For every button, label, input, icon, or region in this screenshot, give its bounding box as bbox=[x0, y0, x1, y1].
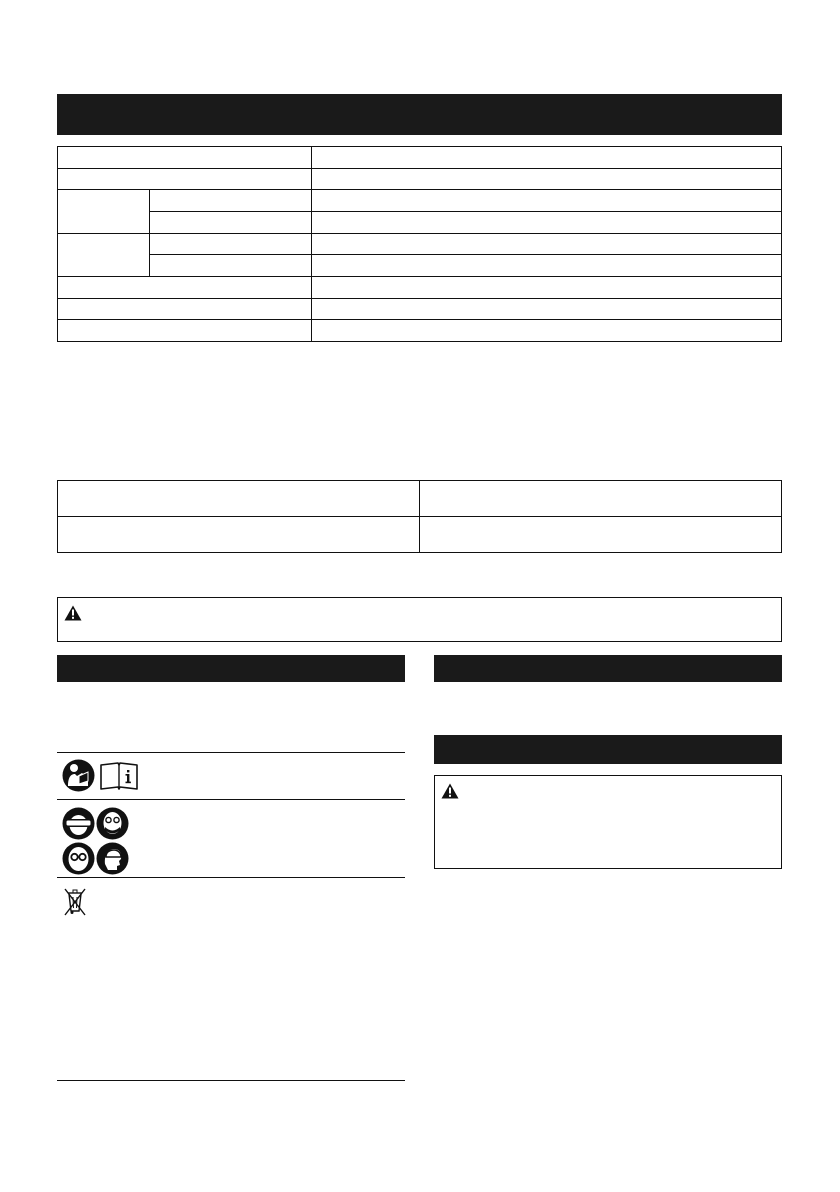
ear-protection-icon bbox=[62, 807, 95, 840]
eye-protection-icon bbox=[62, 842, 95, 875]
read-manual-icon bbox=[62, 759, 95, 792]
info-book-icon bbox=[100, 762, 138, 790]
right-section-header-bar bbox=[434, 655, 782, 682]
table-row bbox=[58, 481, 782, 517]
right-warning-box bbox=[434, 775, 782, 869]
table-row bbox=[58, 255, 782, 277]
table-row bbox=[58, 233, 782, 255]
warning-box bbox=[57, 597, 782, 642]
table-row bbox=[58, 298, 782, 320]
symbols-divider bbox=[57, 1080, 405, 1081]
right-subsection-header-bar bbox=[434, 735, 782, 764]
table-row bbox=[58, 190, 782, 212]
symbols-divider bbox=[57, 799, 405, 800]
head-protection-icon bbox=[96, 842, 129, 875]
secondary-table bbox=[57, 480, 782, 553]
table-row bbox=[58, 276, 782, 298]
left-section-header-bar bbox=[57, 655, 405, 682]
table-row bbox=[58, 517, 782, 553]
warning-triangle-icon bbox=[441, 783, 459, 799]
table-row bbox=[58, 168, 782, 190]
specifications-table bbox=[57, 146, 782, 342]
warning-triangle-icon bbox=[64, 605, 82, 621]
table-row bbox=[58, 211, 782, 233]
symbols-divider bbox=[57, 752, 405, 753]
dust-mask-icon bbox=[96, 807, 129, 840]
table-row bbox=[58, 320, 782, 342]
table-row bbox=[58, 147, 782, 169]
crossed-out-bin-icon bbox=[64, 886, 86, 916]
specifications-header-bar bbox=[57, 94, 782, 135]
symbols-divider bbox=[57, 877, 405, 878]
